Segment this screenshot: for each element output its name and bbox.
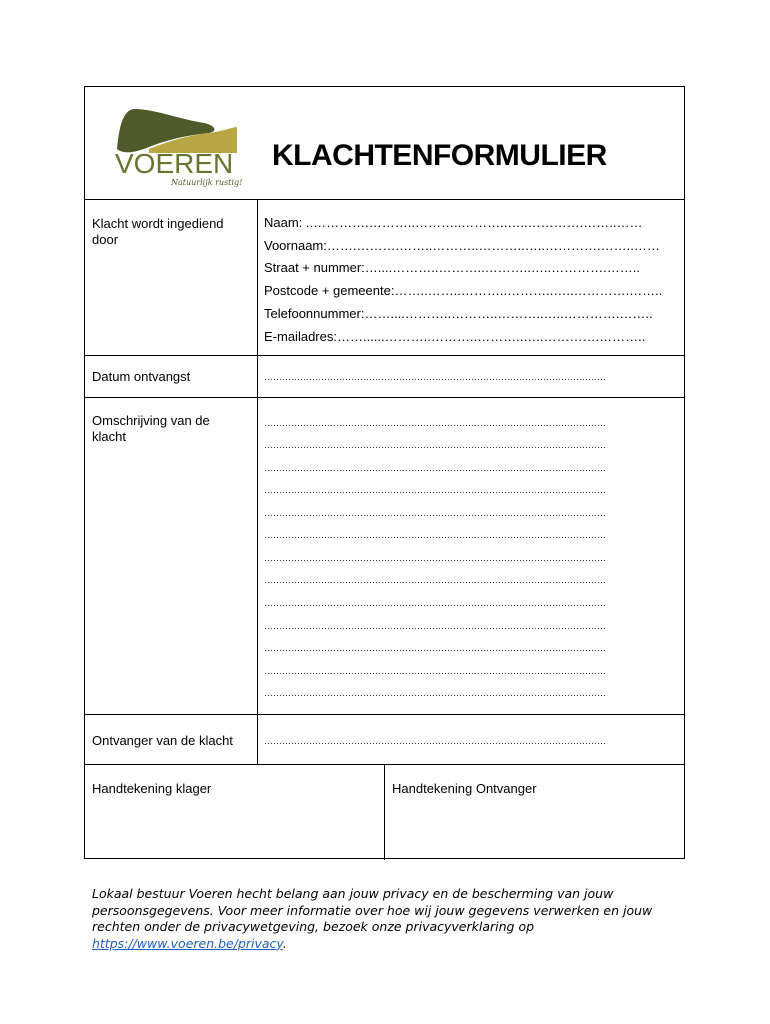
field-ontvanger[interactable]: …………………………………………………………………………………………………… [264,736,606,746]
field-omschrijving-line[interactable]: …………………………………………………………………………………………………… [264,575,606,585]
divider [85,397,684,398]
field-omschrijving-line[interactable]: …………………………………………………………………………………………………… [264,530,606,540]
field-omschrijving-line[interactable]: …………………………………………………………………………………………………… [264,621,606,631]
privacy-text: Lokaal bestuur Voeren hecht belang aan jouw privacy en de bescherming van jouw persoonsgegevens. Voor meer informatie over hoe wij jouw gegevens verwerken en jouw rechten onder de privacywetgeving, bezoek onze privacyverklaring op [92,886,653,934]
signature-ontvanger-area[interactable] [385,765,684,859]
signature-klager-area[interactable] [85,765,383,859]
field-omschrijving-line[interactable]: …………………………………………………………………………………………………… [264,643,606,653]
field-naam[interactable]: Naam: ..………….………..………..………..…..………….……..…… [264,215,643,230]
field-telefoon[interactable]: Telefoonnummer:……....………..………..………..…..………….…….. [264,306,653,321]
divider [85,199,684,200]
field-omschrijving-line[interactable]: …………………………………………………………………………………………………… [264,688,606,698]
page-title: KLACHTENFORMULIER [272,139,607,172]
privacy-link[interactable]: https://www.voeren.be/privacy [92,935,283,951]
label-handtekening-ontvanger: Handtekening Ontvanger [392,781,537,796]
field-omschrijving-line[interactable]: …………………………………………………………………………………………………… [264,553,606,563]
divider [257,199,258,764]
divider [85,355,684,356]
complaint-form [84,86,685,859]
privacy-notice [92,886,692,952]
field-omschrijving-line[interactable]: …………………………………………………………………………………………………… [264,440,606,450]
field-omschrijving-line[interactable]: …………………………………………………………………………………………………… [264,463,606,473]
logo-wordmark: VOEREN [115,148,234,179]
logo-tagline: Natuurlijk rustig! [171,178,243,187]
field-omschrijving-line[interactable]: …………………………………………………………………………………………………… [264,666,606,676]
field-omschrijving-line[interactable]: …………………………………………………………………………………………………… [264,598,606,608]
label-omschrijving: Omschrijving van de klacht [92,413,210,444]
field-voornaam[interactable]: Voornaam:…….……….……..………..………..…..………….……..…… [264,238,660,253]
label-indiener: Klacht wordt ingediend door [92,216,224,247]
field-datum[interactable]: …………………………………………………………………………………………………… [264,372,606,382]
label-handtekening-klager: Handtekening klager [92,781,212,796]
field-omschrijving-line[interactable]: …………………………………………………………………………………………………… [264,508,606,518]
privacy-end: . [282,935,287,951]
field-straat[interactable]: Straat + nummer:…....………..………..………..…..………….…….. [264,260,640,275]
field-email[interactable]: E-mailadres:……......………..………..………..…..………….……….. [264,329,646,344]
divider [85,714,684,715]
label-datum: Datum ontvangst [92,369,191,384]
field-postcode[interactable]: Postcode + gemeente:……..……..………..………..…..………….…….. [264,283,663,298]
field-omschrijving-line[interactable]: …………………………………………………………………………………………………… [264,485,606,495]
label-ontvanger: Ontvanger van de klacht [92,733,233,748]
field-omschrijving-line[interactable]: …………………………………………………………………………………………………… [264,418,606,428]
voeren-logo [109,97,249,187]
